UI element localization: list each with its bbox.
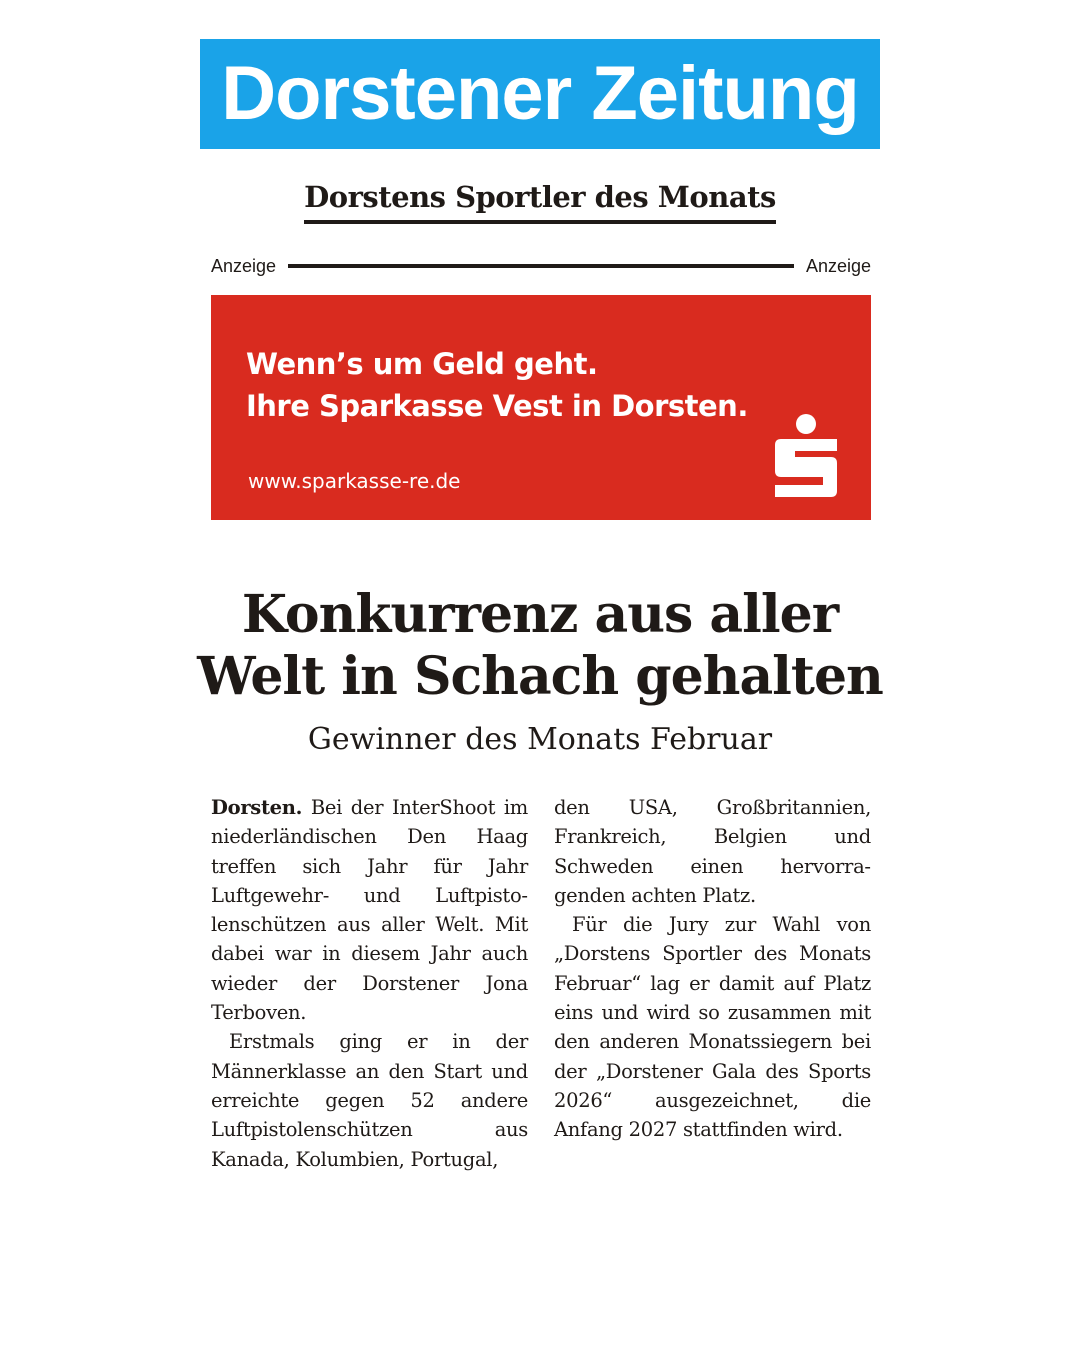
ad-label-row — [211, 254, 871, 278]
article-paragraph-3: Für die Jury zur Wahl von „Dorstens Sportler des Monats Februar“ lag er damit auf Platz eins und wird so zusammen mit den anderen Monatssiegern bei der „Dorstener Gala des Sports 2026“ ausgezeichnet, die Anfang 2027 stattfinden wird. — [554, 913, 871, 1142]
article-subheadline: Gewinner des Monats Februar — [307, 722, 773, 757]
ad-divider — [288, 264, 794, 268]
paragraph-1-text: Bei der InterShoot im niederländischen Den Haag treffen sich Jahr für Jahr Luftgewehr- und Luftpistolenschützen aus aller Welt. Mit dabei war in diesem Jahr auch wieder der Dorstener Jona Terboven. — [211, 796, 528, 1025]
ad-url[interactable]: www.sparkasse-re.de — [248, 469, 461, 493]
ad-label-right: Anzeige — [805, 255, 871, 276]
article-headline — [0, 584, 1080, 708]
headline-line-2: Welt in Schach gehalten — [197, 646, 883, 707]
newspaper-title: Dorstener Zeitung — [221, 51, 859, 136]
article-column-right — [554, 793, 871, 1145]
section-rubric — [0, 180, 1080, 224]
ad-slogan-line-2: Ihre Sparkasse Vest in Dorsten. — [246, 389, 748, 423]
sparkasse-ad-banner[interactable] — [211, 295, 871, 520]
article-paragraph-2-continued: den USA, Großbritannien, Frankreich, Belgien und Schweden einen hervorragenden achten Platz. — [554, 796, 871, 907]
ad-slogan-line-1: Wenn’s um Geld geht. — [246, 347, 598, 381]
masthead — [200, 39, 880, 149]
sparkasse-s-icon — [773, 413, 839, 499]
rubric-title: Dorstens Sportler des Monats — [304, 180, 776, 224]
article-paragraph-1 — [211, 793, 528, 1027]
article-column-left — [211, 793, 528, 1174]
article-paragraph-2: Erstmals ging er in der Männerklasse an den Start und erreichte gegen 52 andere Luftpistolenschützen aus Kanada, Kolumbien, Portugal, — [211, 1030, 528, 1171]
headline-line-1: Konkurrenz aus aller — [241, 584, 839, 645]
ad-label-left: Anzeige — [211, 255, 277, 276]
ad-slogan — [246, 343, 748, 427]
dateline: Dorsten. — [211, 796, 303, 819]
